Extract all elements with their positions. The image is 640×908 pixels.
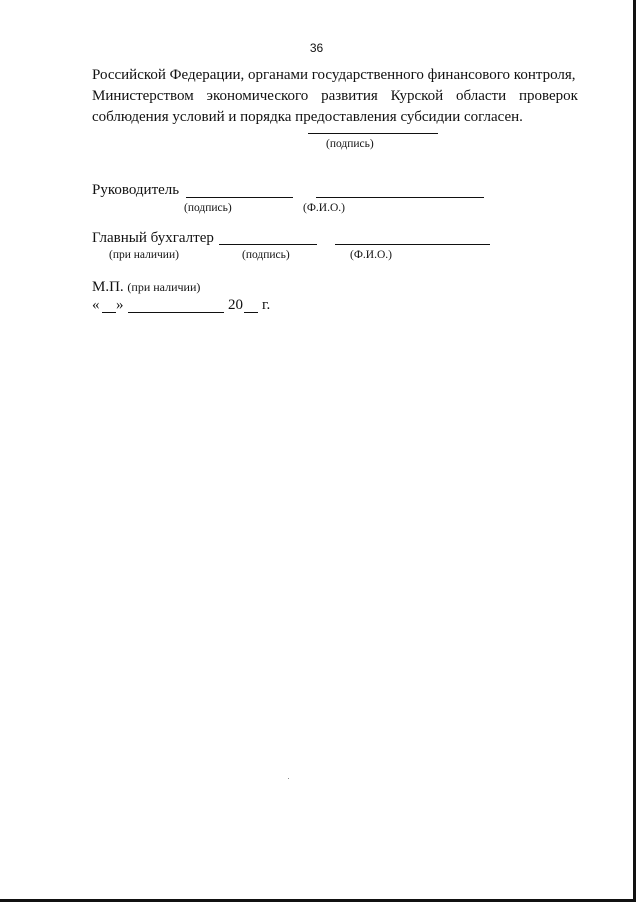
- director-signature-line: [186, 197, 293, 198]
- director-label: Руководитель: [92, 182, 180, 198]
- director-name-caption: (Ф.И.О.): [303, 202, 345, 214]
- date-day-line: [102, 312, 116, 313]
- date-year-suffix: г.: [262, 297, 271, 313]
- scan-speck: [288, 778, 289, 779]
- chief-accountant-if-any-caption: (при наличии): [109, 249, 179, 261]
- chief-accountant-name-caption: (Ф.И.О.): [350, 249, 392, 261]
- consent-paragraph: [92, 65, 578, 128]
- paragraph-word: Министерством: [92, 88, 194, 104]
- date-year-prefix: 20: [228, 297, 243, 313]
- consent-signature-caption: (подпись): [326, 138, 374, 150]
- paragraph-word: экономического: [206, 88, 309, 104]
- stamp-note: (при наличии): [127, 280, 201, 294]
- director-signature-caption: (подпись): [184, 202, 232, 214]
- chief-accountant-label: Главный бухгалтер: [92, 230, 214, 246]
- consent-signature-line: [308, 133, 438, 134]
- chief-accountant-signature-line: [219, 244, 317, 245]
- paragraph-line-1: Российской Федерации, органами государственного финансового контроля,: [92, 67, 576, 83]
- paragraph-line-3: соблюдения условий и порядка предоставления субсидии согласен.: [92, 109, 523, 125]
- paragraph-line-2: [92, 86, 578, 107]
- chief-accountant-signature-caption: (подпись): [242, 249, 290, 261]
- page-number: 36: [309, 41, 324, 55]
- paragraph-word: проверок: [518, 88, 578, 104]
- date-quote-close: »: [116, 297, 124, 313]
- director-name-line: [316, 197, 484, 198]
- paragraph-word: Курской: [390, 88, 444, 104]
- stamp-abbrev: М.П.: [92, 279, 124, 295]
- date-month-line: [128, 312, 224, 313]
- stamp-label: [92, 279, 200, 296]
- date-year-line: [244, 312, 258, 313]
- paragraph-word: области: [456, 88, 507, 104]
- date-quote-open: «: [92, 297, 100, 313]
- paragraph-word: развития: [321, 88, 378, 104]
- chief-accountant-name-line: [335, 244, 490, 245]
